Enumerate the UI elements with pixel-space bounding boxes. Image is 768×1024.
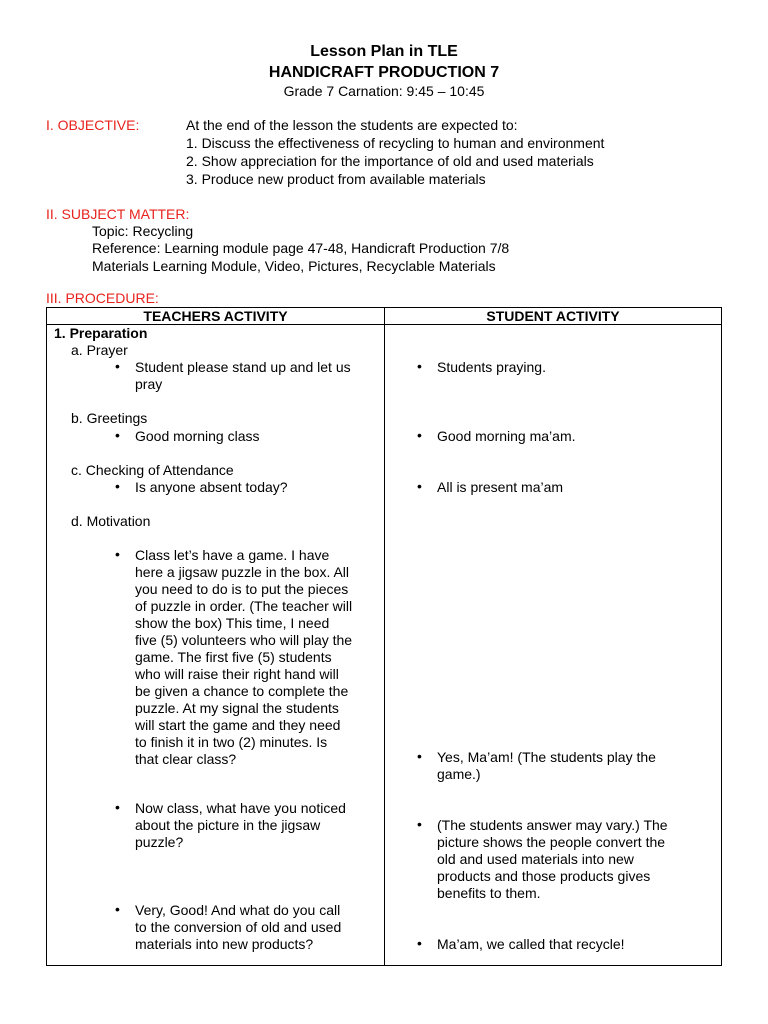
text-line: game.) bbox=[437, 766, 481, 782]
text-line: Student please stand up and let us bbox=[135, 359, 351, 375]
text-line: be given a chance to complete the bbox=[135, 683, 349, 699]
text-line: picture shows the people convert the bbox=[437, 834, 666, 850]
student-noticed bbox=[437, 817, 668, 902]
objective-intro: At the end of the lesson the students are expected to: bbox=[186, 117, 518, 133]
text-line: old and used materials into new bbox=[437, 851, 634, 867]
teacher-noticed bbox=[135, 800, 346, 851]
subject-materials: Materials Learning Module, Video, Pictures, Recyclable Materials bbox=[92, 258, 496, 274]
bullet-icon: • bbox=[115, 427, 120, 443]
student-activity-column bbox=[385, 325, 722, 966]
teacher-greetings: Good morning class bbox=[135, 428, 260, 444]
teacher-prayer bbox=[135, 359, 351, 393]
text-line: about the picture in the jigsaw bbox=[135, 817, 321, 833]
teacher-activity-header: TEACHERS ACTIVITY bbox=[47, 308, 385, 325]
text-line: (The students answer may vary.) The bbox=[437, 817, 668, 833]
greetings-label: b. Greetings bbox=[71, 410, 148, 426]
text-line: puzzle? bbox=[135, 834, 184, 850]
text-line: Yes, Ma’am! (The students play the bbox=[437, 749, 656, 765]
teacher-activity-column bbox=[47, 325, 385, 966]
bullet-icon: • bbox=[417, 748, 422, 764]
teacher-attendance: Is anyone absent today? bbox=[135, 479, 288, 495]
text-line: Class let’s have a game. I have bbox=[135, 547, 330, 563]
subject-matter-heading: II. SUBJECT MATTER: bbox=[46, 206, 190, 222]
text-line: five (5) volunteers who will play the bbox=[135, 632, 353, 648]
student-activity-header: STUDENT ACTIVITY bbox=[385, 308, 722, 325]
student-prayer: Students praying. bbox=[437, 359, 546, 375]
text-line: to the conversion of old and used bbox=[135, 919, 342, 935]
prayer-label: a. Prayer bbox=[71, 342, 128, 358]
text-line: Now class, what have you noticed bbox=[135, 800, 346, 816]
text-line: pray bbox=[135, 376, 163, 392]
teacher-activity-cell bbox=[47, 325, 384, 965]
objective-item: 3. Produce new product from available materials bbox=[186, 171, 486, 187]
bullet-icon: • bbox=[417, 478, 422, 494]
section-preparation: 1. Preparation bbox=[54, 325, 148, 341]
bullet-icon: • bbox=[115, 546, 120, 562]
bullet-icon: • bbox=[417, 427, 422, 443]
subject-topic: Topic: Recycling bbox=[92, 223, 194, 239]
text-line: will start the game and they need bbox=[135, 717, 341, 733]
bullet-icon: • bbox=[115, 358, 120, 374]
student-activity-cell bbox=[385, 325, 721, 965]
bullet-icon: • bbox=[417, 816, 422, 832]
text-line: to finish it in two (2) minutes. Is bbox=[135, 734, 328, 750]
text-line: game. The first five (5) students bbox=[135, 649, 332, 665]
student-greetings: Good morning ma’am. bbox=[437, 428, 576, 444]
text-line: who will raise their right hand will bbox=[135, 666, 339, 682]
text-line: materials into new products? bbox=[135, 936, 314, 952]
text-line: show the box) This time, I need bbox=[135, 615, 330, 631]
student-attendance: All is present ma’am bbox=[437, 479, 564, 495]
text-line: here a jigsaw puzzle in the box. All bbox=[135, 564, 350, 580]
text-line: products and those products gives bbox=[437, 868, 651, 884]
text-line: benefits to them. bbox=[437, 885, 541, 901]
text-line: that clear class? bbox=[135, 751, 237, 767]
procedure-table bbox=[46, 307, 722, 966]
procedure-heading: III. PROCEDURE: bbox=[46, 290, 159, 306]
text-line: you need to do is to put the pieces bbox=[135, 581, 349, 597]
text-line: of puzzle in order. (The teacher will bbox=[135, 598, 353, 614]
bullet-icon: • bbox=[115, 901, 120, 917]
text-line: puzzle. At my signal the students bbox=[135, 700, 339, 716]
lesson-schedule: Grade 7 Carnation: 9:45 – 10:45 bbox=[283, 83, 485, 99]
bullet-icon: • bbox=[417, 935, 422, 951]
student-call: Ma’am, we called that recycle! bbox=[437, 936, 625, 952]
teacher-call bbox=[135, 902, 341, 953]
bullet-icon: • bbox=[417, 358, 422, 374]
subject-reference: Reference: Learning module page 47-48, Handicraft Production 7/8 bbox=[92, 240, 510, 256]
objective-item: 2. Show appreciation for the importance of old and used materials bbox=[186, 153, 594, 169]
text-line: Very, Good! And what do you call bbox=[135, 902, 341, 918]
objective-item: 1. Discuss the effectiveness of recycling to human and environment bbox=[186, 135, 605, 151]
lesson-title: Lesson Plan in TLE bbox=[310, 43, 458, 60]
motivation-label: d. Motivation bbox=[71, 513, 151, 529]
attendance-label: c. Checking of Attendance bbox=[71, 462, 234, 478]
student-motivation bbox=[437, 749, 656, 783]
teacher-motivation bbox=[135, 547, 352, 768]
bullet-icon: • bbox=[115, 799, 120, 815]
lesson-subtitle: HANDICRAFT PRODUCTION 7 bbox=[268, 64, 500, 81]
objective-heading: I. OBJECTIVE: bbox=[46, 117, 140, 133]
bullet-icon: • bbox=[115, 478, 120, 494]
